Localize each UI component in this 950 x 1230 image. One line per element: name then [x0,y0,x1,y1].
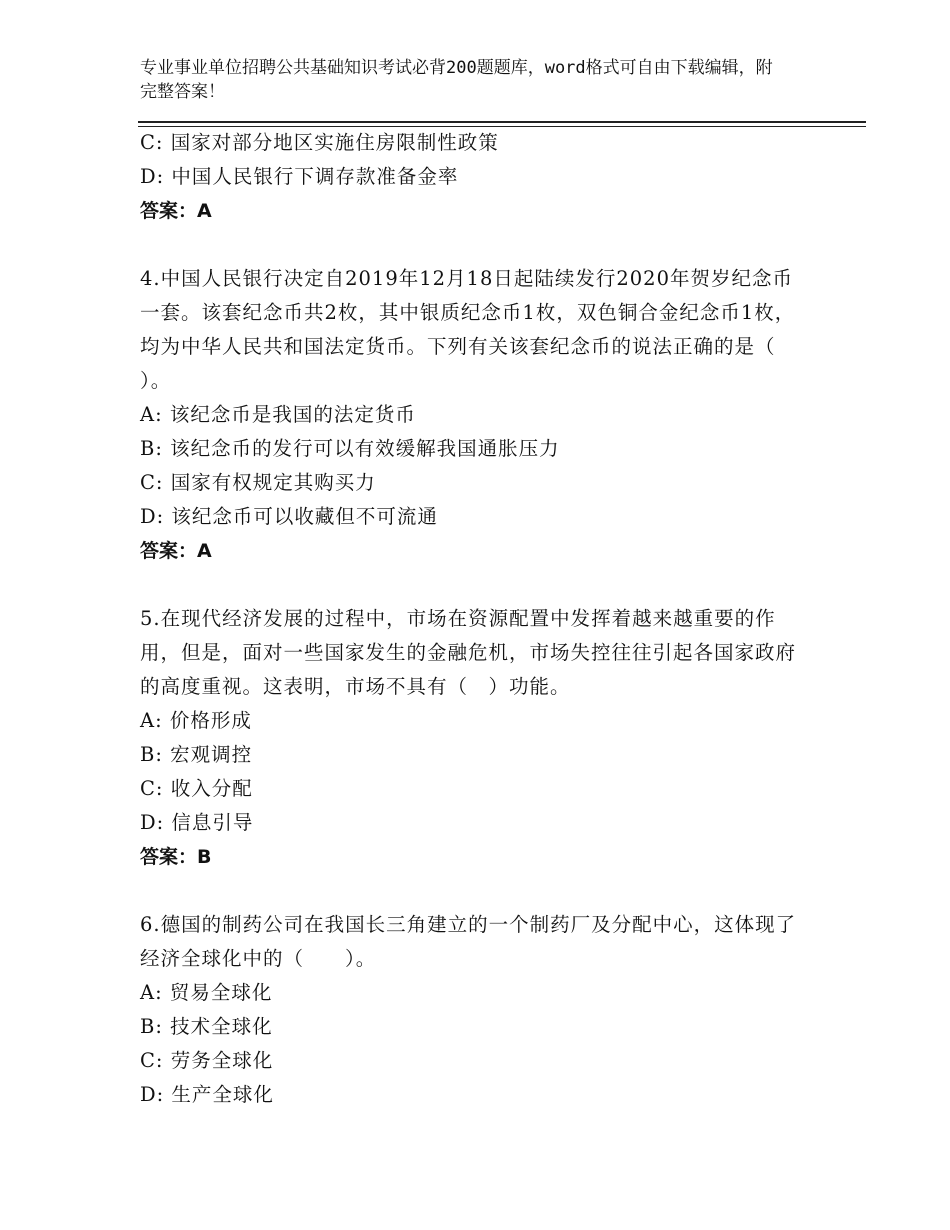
option-c: C: 国家有权规定其购买力 [140,471,376,494]
answer-line: 答案：B [140,846,212,868]
option-b: B: 技术全球化 [140,1015,273,1038]
option-d: D: 信息引导 [140,811,254,834]
option-a: A: 贸易全球化 [140,981,273,1004]
option-d: D: 该纪念币可以收藏但不可流通 [140,505,438,528]
question-stem: 5.在现代经济发展的过程中，市场在资源配置中发挥着越来越重要的作用，但是，面对一些国家发生的金融危机，市场失控往往引起各国家政府的高度重视。这表明，市场不具有（ ）功能。 [140,607,797,698]
option-c: C: 劳务全球化 [140,1049,274,1072]
option-d: D: 生产全球化 [140,1083,274,1106]
option-c: C: 收入分配 [140,777,253,800]
spacer [140,874,820,908]
option-a: A: 该纪念币是我国的法定货币 [140,403,416,426]
option-b: B: 该纪念币的发行可以有效缓解我国通胀压力 [140,437,560,460]
option-d: D: 中国人民银行下调存款准备金率 [140,165,459,188]
answer-line: 答案：A [140,540,212,562]
option-c: C: 国家对部分地区实施住房限制性政策 [140,131,499,154]
option-a: A: 价格形成 [140,709,252,732]
option-b: B: 宏观调控 [140,743,253,766]
spacer [140,228,820,262]
header-rule-thick [138,121,866,123]
spacer [140,568,820,602]
question-stem: 4.中国人民银行决定自2019年12月18日起陆续发行2020年贺岁纪念币一套。该套纪念币共2枚，其中银质纪念币1枚，双色铜合金纪念币1枚，均为中华人民共和国法定货币。下列有关该套纪念币的说法正确的是（ ）。 [140,267,817,392]
question-content [140,126,820,1112]
page-header: 专业事业单位招聘公共基础知识考试必背200题题库，word格式可自由下载编辑，附完整答案！ [140,58,773,102]
answer-line: 答案：A [140,200,212,222]
question-stem: 6.德国的制药公司在我国长三角建立的一个制药厂及分配中心，这体现了经济全球化中的（ ）。 [140,913,797,970]
